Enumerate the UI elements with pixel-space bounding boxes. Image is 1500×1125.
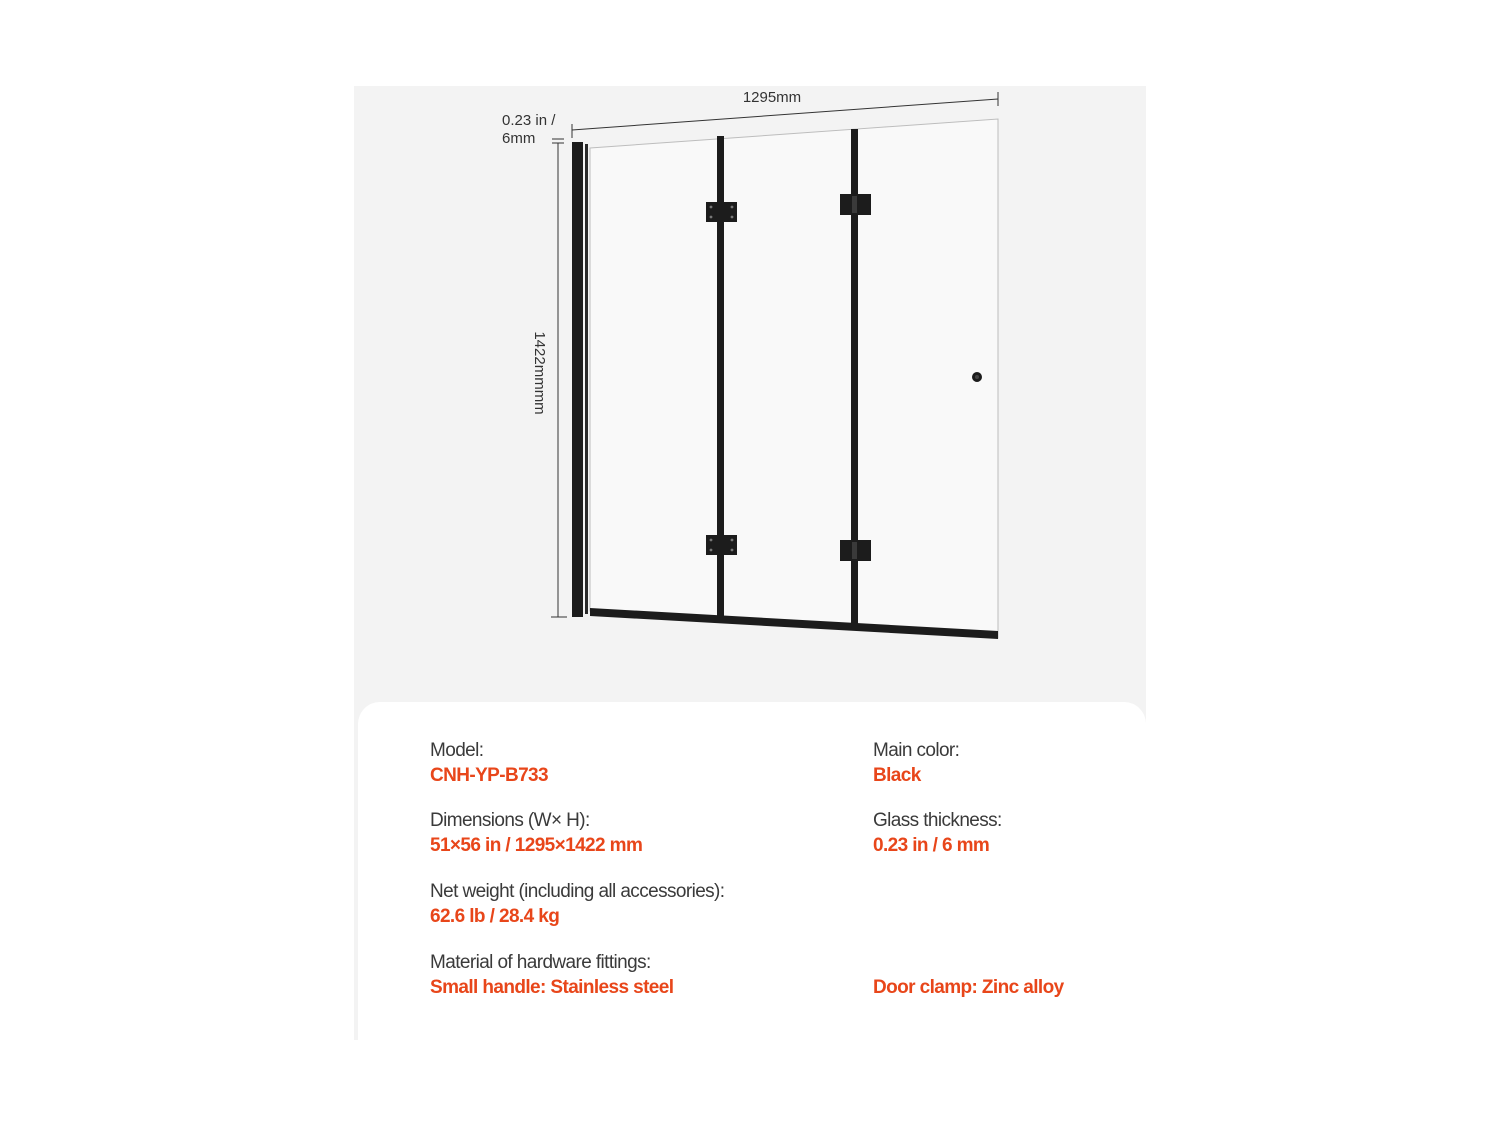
spec-main-color-value: Black bbox=[873, 765, 921, 786]
product-card bbox=[354, 86, 1146, 1040]
thickness-label-line2: 6mm bbox=[502, 130, 536, 147]
spec-dimensions bbox=[430, 809, 790, 859]
spec-main-color bbox=[873, 739, 1146, 789]
wall-profile bbox=[572, 142, 583, 617]
shower-screen-drawing bbox=[354, 86, 1146, 701]
height-label: 1422mmmm bbox=[531, 331, 548, 415]
spec-dimensions-value: 51×56 in / 1295×1422 mm bbox=[430, 835, 643, 856]
spec-material-label: Material of hardware fittings: bbox=[430, 952, 651, 973]
spec-net-weight bbox=[430, 880, 790, 930]
spec-net-weight-value: 62.6 lb / 28.4 kg bbox=[430, 906, 560, 927]
wall-profile-edge bbox=[585, 144, 588, 614]
spec-door-clamp-value: Door clamp: Zinc alloy bbox=[873, 977, 1064, 998]
hinge-bottom-2 bbox=[840, 540, 871, 561]
spec-main-color-label: Main color: bbox=[873, 740, 960, 761]
spec-glass-thickness bbox=[873, 809, 1146, 859]
spec-glass-thickness-label: Glass thickness: bbox=[873, 810, 1002, 831]
height-dimension-line bbox=[551, 143, 567, 617]
hinge-top-1 bbox=[706, 202, 737, 222]
width-label: 1295mm bbox=[742, 89, 802, 106]
spec-door-clamp bbox=[873, 975, 1146, 1001]
hinge-bottom-1 bbox=[706, 535, 737, 555]
glass-panel bbox=[590, 119, 998, 638]
specs-panel bbox=[358, 702, 1146, 1040]
thickness-marker bbox=[552, 139, 564, 143]
spec-material-value: Small handle: Stainless steel bbox=[430, 977, 674, 998]
thickness-label-line1: 0.23 in / bbox=[502, 112, 556, 129]
spec-model-value: CNH-YP-B733 bbox=[430, 765, 548, 786]
spec-model bbox=[430, 739, 790, 789]
spec-material bbox=[430, 951, 790, 1001]
spec-model-label: Model: bbox=[430, 740, 484, 761]
door-knob bbox=[972, 372, 982, 382]
spec-net-weight-label: Net weight (including all accessories): bbox=[430, 881, 725, 902]
spec-glass-thickness-value: 0.23 in / 6 mm bbox=[873, 835, 990, 856]
spec-dimensions-label: Dimensions (W× H): bbox=[430, 810, 590, 831]
hinge-top-2 bbox=[840, 194, 871, 215]
